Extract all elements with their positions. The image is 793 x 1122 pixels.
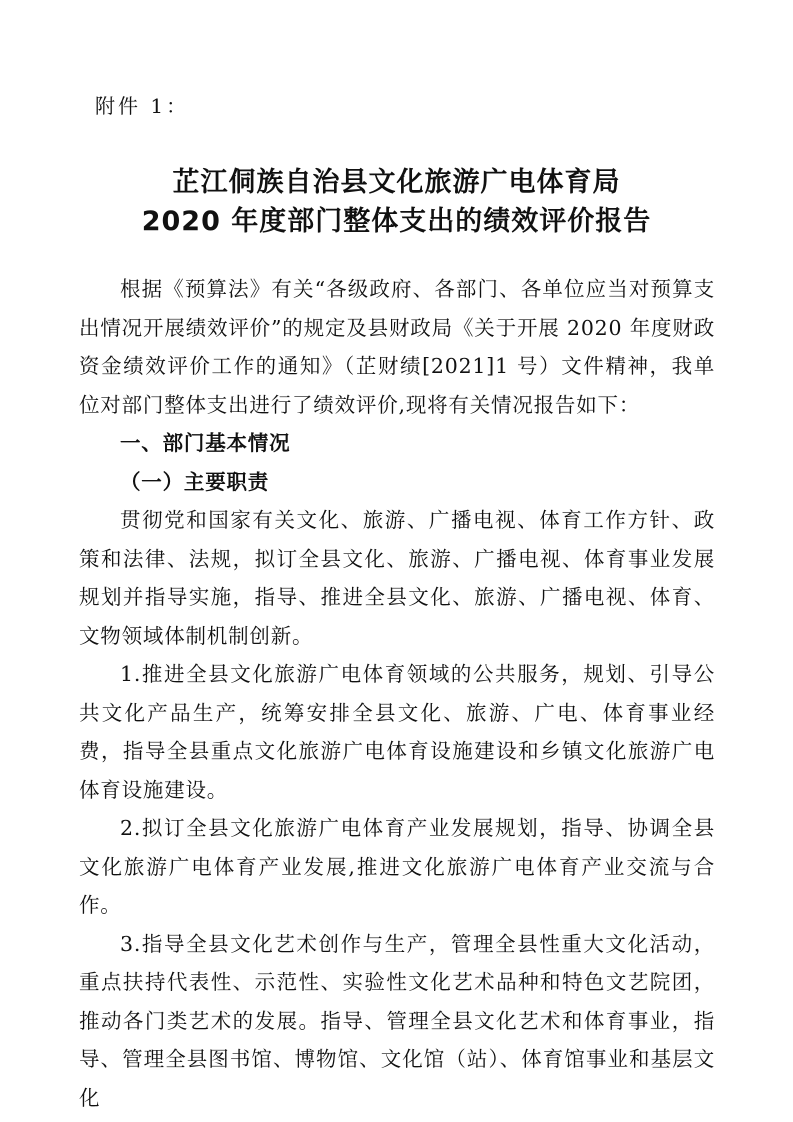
- report-title-line1: 芷江侗族自治县文化旅游广电体育局: [172, 167, 621, 198]
- duty-item-3: 3.指导全县文化艺术创作与生产，管理全县性重大文化活动，重点扶持代表性、示范性、实验性文化艺术品种和特色文艺院团，推动各门类艺术的发展。指导、管理全县文化艺术和体育事业，指导、管理全县图书馆、博物馆、文化馆（站）、体育馆事业和基层文化: [79, 931, 715, 1110]
- attachment-label: 附件 1：: [95, 94, 190, 118]
- intro-paragraph: 根据《预算法》有关“各级政府、各部门、各单位应当对预算支出情况开展绩效评价”的规定及县财政局《关于开展 2020 年度财政资金绩效评价工作的通知》（芷财绩[2021]1 号）文件精神，我单位对部门整体支出进行了绩效评价,现将有关情况报告如下：: [79, 277, 715, 417]
- report-title-line2: 2020 年度部门整体支出的绩效评价报告: [141, 206, 652, 237]
- duties-paragraph: 贯彻党和国家有关文化、旅游、广播电视、体育工作方针、政策和法律、法规，拟订全县文化、旅游、广播电视、体育事业发展规划并指导实施，指导、推进全县文化、旅游、广播电视、体育、文物领域体制机制创新。: [79, 508, 715, 648]
- section-heading-basic-info: 一、部门基本情况: [120, 431, 291, 455]
- report-body: [79, 270, 715, 1117]
- duty-item-2: 2.拟订全县文化旅游广电体育产业发展规划，指导、协调全县文化旅游广电体育产业发展,推进文化旅游广电体育产业交流与合作。: [79, 816, 715, 917]
- subsection-heading-main-duties: （一）主要职责: [120, 469, 270, 494]
- duty-item-1: 1.推进全县文化旅游广电体育领域的公共服务，规划、引导公共文化产品生产，统筹安排全县文化、旅游、广电、体育事业经费，指导全县重点文化旅游广电体育设施建设和乡镇文化旅游广电体育设施建设。: [79, 662, 715, 802]
